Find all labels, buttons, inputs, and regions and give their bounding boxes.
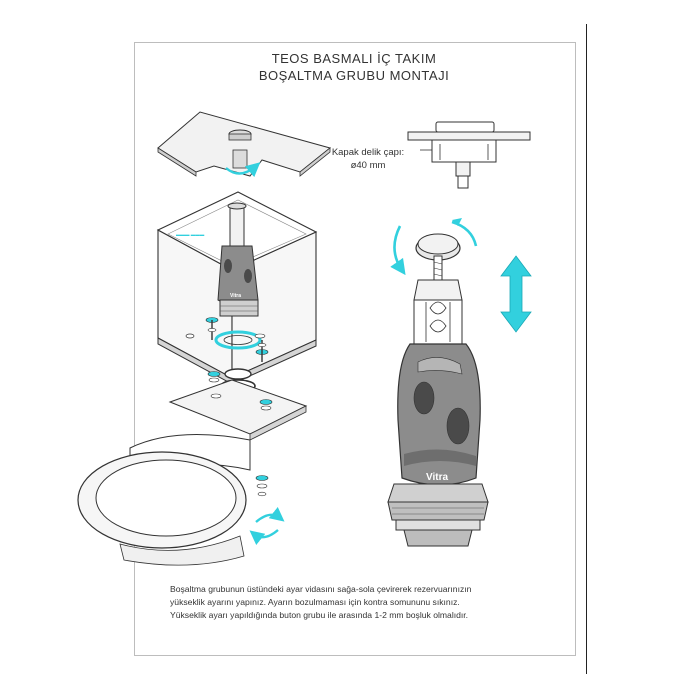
title-line-2: BOŞALTMA GRUBU MONTAJI	[258, 68, 450, 83]
vertical-adjust-arrow-icon	[501, 256, 531, 332]
caption-line-1: Boşaltma grubunun üstündeki ayar vidasını sağa-sola çevirerek rezervuarınızın	[170, 584, 472, 594]
callout-line-1: Kapak delik çapı:	[331, 147, 405, 158]
caption-line-3: Yükseklik ayarı yapıldığında buton grubu ile arasında 1-2 mm boşluk olmalıdır.	[170, 610, 469, 620]
button-section-detail	[408, 122, 530, 188]
callout-line-2: ø40 mm	[350, 160, 386, 171]
flush-valve-large	[388, 234, 488, 546]
valve-brand-label: Vitra	[426, 472, 449, 483]
toilet-bowl	[78, 452, 246, 565]
instruction-caption	[170, 583, 570, 622]
caption-line-2: yükseklik ayarını yapınız. Ayarın bozulmaması için kontra somununu sıkınız.	[170, 597, 460, 607]
title-line-1: TEOS BASMALI İÇ TAKIM	[271, 51, 437, 66]
small-brand-label: Vitra	[230, 293, 242, 299]
gasket-corner	[186, 334, 194, 338]
rotate-arrows-bottom-icon	[254, 515, 280, 537]
cistern-label: ▬▬▬ ▬▬▬	[176, 232, 205, 237]
bolt-top-right	[255, 334, 265, 338]
loose-nuts	[256, 476, 268, 496]
